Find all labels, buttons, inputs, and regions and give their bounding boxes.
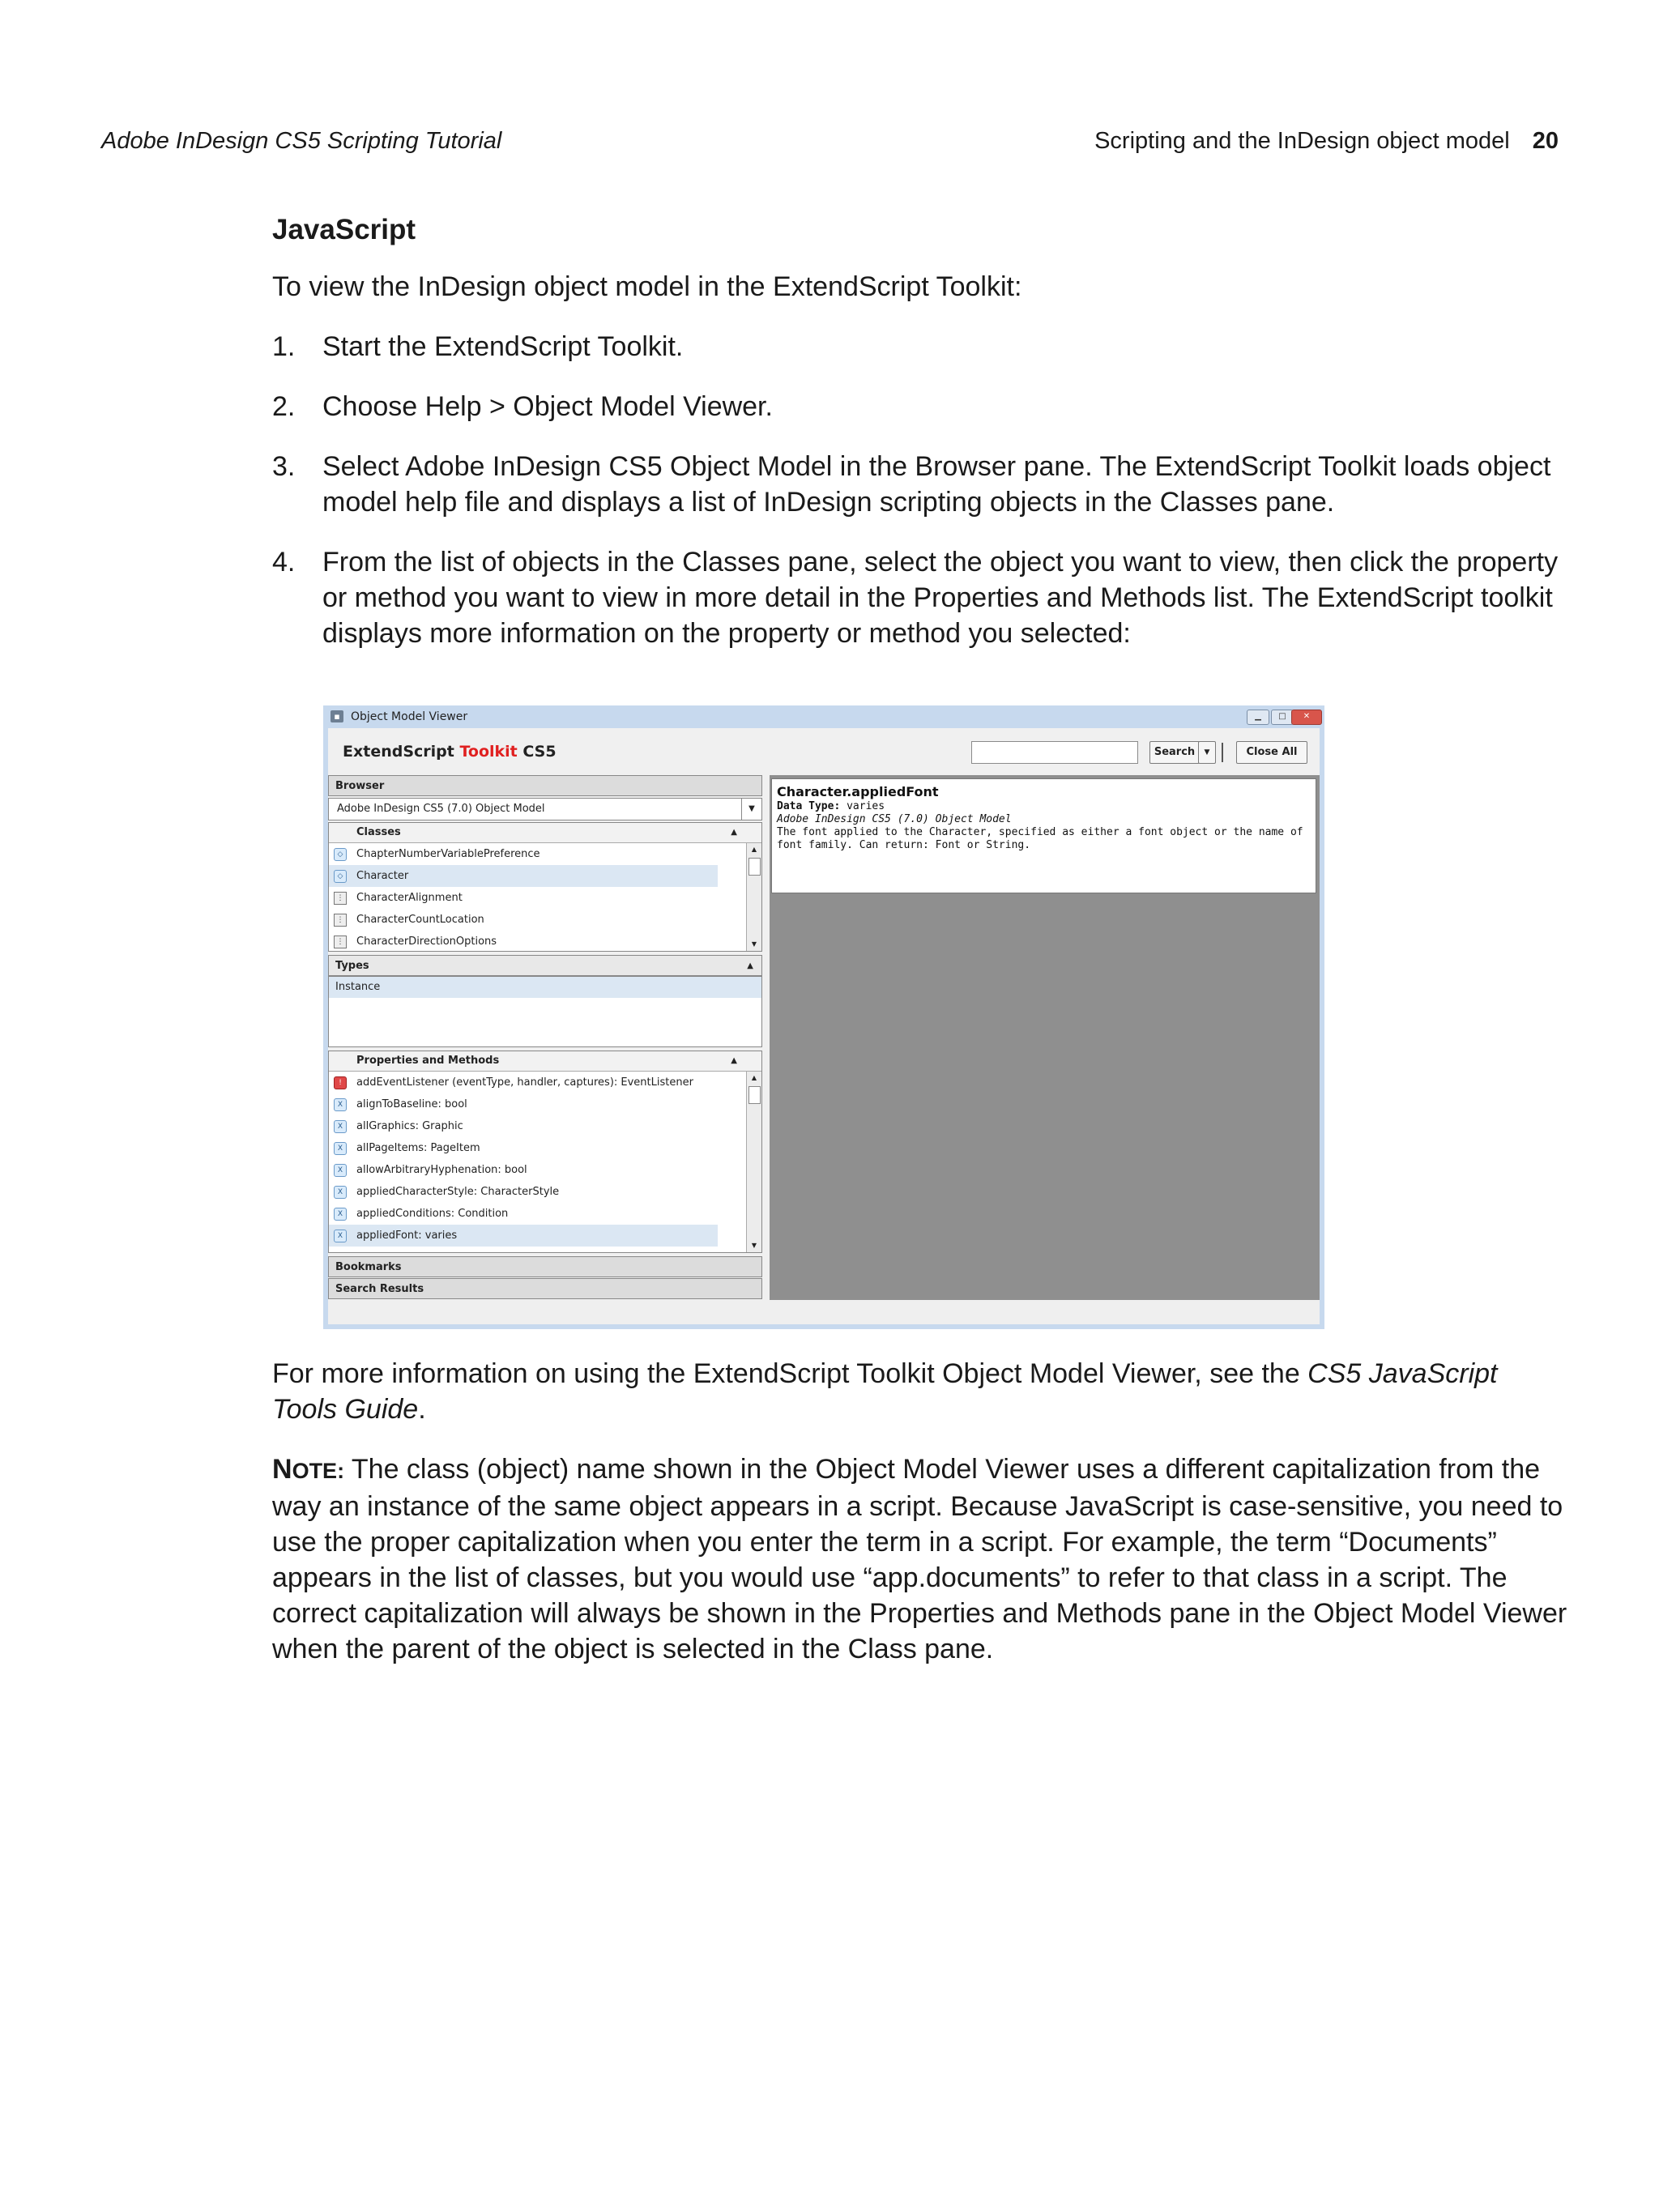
list-item[interactable]: ◇ Character xyxy=(329,865,718,887)
section-heading: JavaScript xyxy=(272,214,416,245)
enum-icon: ⋮ xyxy=(334,936,347,948)
search-results-header[interactable]: Search Results xyxy=(328,1278,762,1299)
classes-scrollbar[interactable] xyxy=(746,843,761,951)
page-number: 20 xyxy=(1532,128,1559,154)
viewer-body xyxy=(328,728,1320,1324)
close-all-button[interactable]: Close All xyxy=(1236,741,1307,764)
step-number: 3. xyxy=(272,451,296,482)
running-header-doc-title: Adobe InDesign CS5 Scripting Tutorial xyxy=(101,128,502,154)
property-icon: X xyxy=(334,1186,347,1199)
list-item[interactable]: X allGraphics: Graphic xyxy=(329,1115,718,1137)
running-header-section xyxy=(1094,128,1559,155)
close-icon[interactable]: ✕ xyxy=(1291,710,1322,725)
list-item[interactable]: X allPageItems: PageItem xyxy=(329,1137,718,1159)
search-button[interactable]: Search xyxy=(1149,741,1200,764)
list-item[interactable]: ⋮ CharacterCountLocation xyxy=(329,909,718,931)
steps-list xyxy=(272,329,1568,651)
step-text: From the list of objects in the Classes pane, select the object you want to view, then click the property or method you want to view in more detail in the Properties and Methods list. The ExtendScript toolkit displays more information on the property or method you selected: xyxy=(322,547,1559,649)
list-item[interactable]: ◇ ChapterNumberVariablePreference xyxy=(329,843,718,865)
property-icon: X xyxy=(334,1120,347,1133)
scroll-thumb xyxy=(748,1086,761,1104)
detail-title: Character.appliedFont xyxy=(777,784,939,799)
scroll-thumb xyxy=(748,858,761,876)
class-icon: ◇ xyxy=(334,870,347,883)
list-item[interactable]: ⋮ CharacterAlignment xyxy=(329,887,718,909)
maximize-icon[interactable]: □ xyxy=(1271,710,1294,725)
browser-header[interactable]: Browser xyxy=(328,775,762,796)
minimize-icon[interactable]: ▁ xyxy=(1247,710,1269,725)
browser-select[interactable]: Adobe InDesign CS5 (7.0) Object Model ▼ xyxy=(328,798,762,820)
list-item[interactable]: X alignToBaseline: bool xyxy=(329,1093,718,1115)
scroll-up-icon: ▲ xyxy=(751,846,757,853)
list-item[interactable]: X allowArbitraryHyphenation: bool xyxy=(329,1159,718,1181)
guide-title: CS5 JavaScript Tools Guide xyxy=(272,1358,1498,1425)
more-info-paragraph: For more information on using the ExtendScript Toolkit Object Model Viewer, see the CS5 JavaScript Tools Guide. xyxy=(272,1358,1498,1425)
property-icon: X xyxy=(334,1142,347,1155)
step-item xyxy=(272,544,1568,651)
classes-header[interactable]: Classes ▲ xyxy=(329,823,761,843)
enum-icon: ⋮ xyxy=(334,892,347,905)
brand-title: ExtendScript Toolkit CS5 xyxy=(343,743,557,761)
page-content-lower xyxy=(272,1356,1568,1691)
list-item[interactable]: X appliedFont: varies xyxy=(329,1225,718,1247)
step-text: Select Adobe InDesign CS5 Object Model in the Browser pane. The ExtendScript Toolkit loads object model help file and displays a list of InDesign scripting objects in the Classes pane. xyxy=(322,451,1551,518)
status-bar xyxy=(328,1300,1320,1324)
list-item[interactable]: X appliedConditions: Condition xyxy=(329,1203,718,1225)
collapse-icon: ▲ xyxy=(731,1056,737,1065)
detail-data-type: Data Type: varies xyxy=(777,800,885,812)
step-number: 4. xyxy=(272,547,296,578)
toolbar-separator xyxy=(1222,743,1223,762)
method-icon: ! xyxy=(334,1076,347,1089)
list-item[interactable]: ! addEventListener (eventType, handler, captures): EventListener xyxy=(329,1072,718,1093)
properties-list xyxy=(328,1051,762,1253)
step-item xyxy=(272,389,1568,424)
search-options-dropdown[interactable]: ▼ xyxy=(1198,741,1216,764)
classes-list xyxy=(328,822,762,952)
window-title: Object Model Viewer xyxy=(351,710,468,723)
list-item[interactable]: Instance xyxy=(329,977,761,998)
note-label: NOTE: xyxy=(272,1454,345,1485)
detail-model: Adobe InDesign CS5 (7.0) Object Model xyxy=(777,813,1012,825)
properties-header[interactable]: Properties and Methods ▲ xyxy=(329,1051,761,1072)
app-icon: ▪ xyxy=(331,710,343,722)
list-item[interactable]: X appliedCharacterStyle: CharacterStyle xyxy=(329,1181,718,1203)
step-number: 1. xyxy=(272,331,296,362)
types-header[interactable]: Types ▲ xyxy=(328,955,762,976)
collapse-icon: ▲ xyxy=(731,828,737,837)
types-list xyxy=(328,976,762,1047)
note-paragraph: NOTE: The class (object) name shown in the Object Model Viewer uses a different capitalization from the way an instance of the same object appears in a script. Because JavaScript is case-sensitive, you need to use the proper capitalization when you enter the term in a script. For example, the term “Documents” appears in the list of classes, but you would use “app.documents” to refer to that class in a script. The correct capitalization will always be shown in the Properties and Methods pane in the Object Model Viewer when the parent of the object is selected in the Class pane. xyxy=(272,1454,1567,1664)
intro-paragraph: To view the InDesign object model in the ExtendScript Toolkit: xyxy=(272,271,1022,302)
step-item xyxy=(272,329,1568,364)
detail-panel xyxy=(771,778,1316,893)
property-icon: X xyxy=(334,1208,347,1221)
properties-scrollbar[interactable] xyxy=(746,1072,761,1252)
step-text: Choose Help > Object Model Viewer. xyxy=(322,391,773,422)
class-icon: ◇ xyxy=(334,848,347,861)
step-item xyxy=(272,449,1568,520)
window-titlebar xyxy=(323,705,1324,728)
enum-icon: ⋮ xyxy=(334,914,347,927)
right-pane xyxy=(770,775,1320,1300)
left-pane xyxy=(328,775,764,1300)
scroll-up-icon: ▲ xyxy=(751,1074,757,1081)
section-title: Scripting and the InDesign object model xyxy=(1094,128,1510,154)
scroll-down-icon: ▼ xyxy=(751,940,757,948)
page-content xyxy=(272,212,1568,676)
step-text: Start the ExtendScript Toolkit. xyxy=(322,331,684,362)
chevron-down-icon[interactable]: ▼ xyxy=(741,799,761,820)
property-icon: X xyxy=(334,1098,347,1111)
property-icon: X xyxy=(334,1230,347,1242)
step-number: 2. xyxy=(272,391,296,422)
search-input[interactable] xyxy=(971,741,1138,764)
scroll-down-icon: ▼ xyxy=(751,1242,757,1249)
bookmarks-header[interactable]: Bookmarks xyxy=(328,1256,762,1277)
property-icon: X xyxy=(334,1164,347,1177)
list-item[interactable]: ⋮ CharacterDirectionOptions xyxy=(329,931,718,952)
object-model-viewer-screenshot xyxy=(323,705,1324,1329)
detail-description: The font applied to the Character, specified as either a font object or the name of font family. Can return: Font or String. xyxy=(777,826,1303,851)
